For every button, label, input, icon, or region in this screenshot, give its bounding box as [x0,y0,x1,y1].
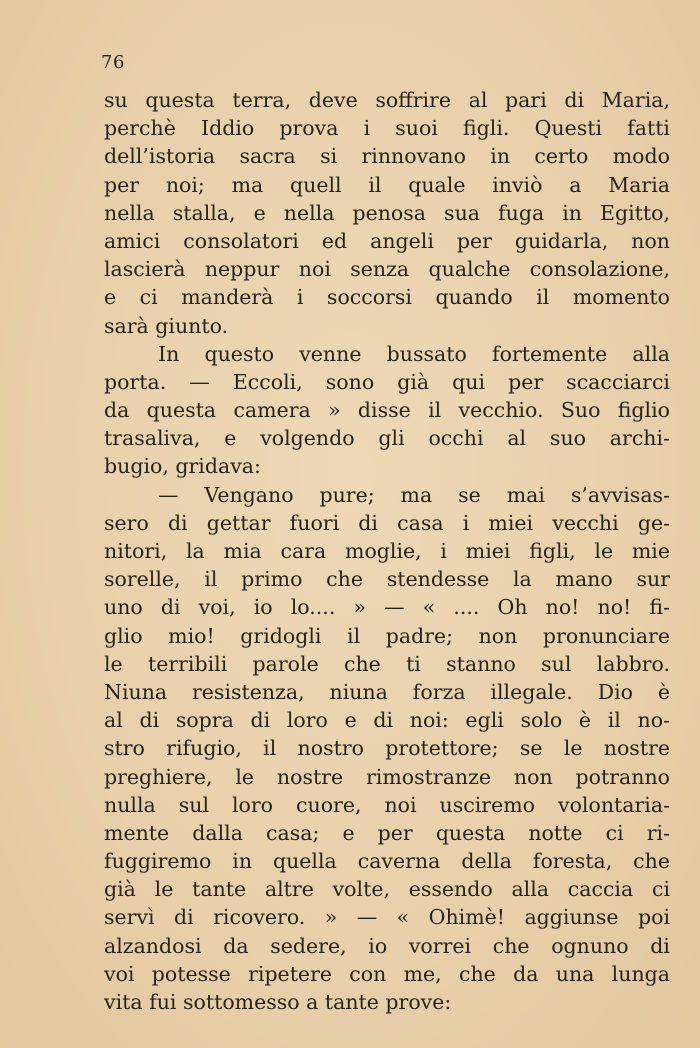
text-line: vita fui sottomesso a tante prove: [104,990,452,1014]
text-line: mente dalla casa; e per questa notte ci ri- [104,820,670,845]
text-line: bugio, gridava: [104,454,261,479]
text-line: lascierà neppur noi senza qualche consolazione, [104,257,670,282]
text-line: glio mio! gridogli il padre; non pronunciare [104,623,670,648]
text-line: fuggiremo in quella caverna della foresta, che [104,849,670,874]
text-line: — Vengano pure; ma se mai s’avvisas- [158,482,670,507]
text-line: stro rifugio, il nostro protettore; se le nostre [104,736,670,761]
text-line: perchè Iddio prova i suoi figli. Questi fatti [104,116,670,141]
text-line: Niuna resistenza, niuna forza illegale. Dio è [104,679,670,704]
text-line: voi potesse ripetere con me, che da una lunga [104,961,670,986]
text-line: nitori, la mia cara moglie, i miei figli, le mie [104,539,670,563]
text-line: porta. — Eccoli, sono già qui per scacciarci [104,369,670,394]
text-line: amici consolatori ed angeli per guidarla, non [104,228,670,253]
text-line: sero di gettar fuori di casa i miei vecchi ge- [104,510,670,535]
text-line: In questo venne bussato fortemente alla [158,341,670,366]
text-line: dell’istoria sacra si rinnovano in certo modo [104,144,670,169]
text-line: per noi; ma quell il quale inviò a Maria [104,172,670,197]
text-line: da questa camera » disse il vecchio. Suo figlio [104,398,670,423]
text-line: trasaliva, e volgendo gli occhi al suo archi- [104,426,670,451]
text-line: su questa terra, deve soffrire al pari di Maria, [104,88,670,112]
text-line: e ci manderà i soccorsi quando il momento [104,285,670,310]
text-line: uno di voi, io lo.... » — « .... Oh no! no! fi- [104,595,670,620]
text-line: le terribili parole che ti stanno sul labbro. [104,651,670,676]
body-text [104,86,670,1016]
text-line: già le tante altre volte, essendo alla caccia ci [104,877,670,902]
text-line: servì di ricovero. » — « Ohimè! aggiunse poi [104,905,670,930]
text-line: sorelle, il primo che stendesse la mano sur [104,567,670,592]
text-line: sarà giunto. [104,313,229,338]
page-number: 76 [101,52,125,73]
text-line: nulla sul loro cuore, noi usciremo volontaria- [104,792,670,817]
text-line: nella stalla, e nella penosa sua fuga in Egitto, [104,200,670,225]
text-line: alzandosi da sedere, io vorrei che ognuno di [104,933,670,958]
text-line: preghiere, le nostre rimostranze non potranno [104,764,670,789]
text-line: al di sopra di loro e di noi: egli solo è il no- [104,708,670,733]
